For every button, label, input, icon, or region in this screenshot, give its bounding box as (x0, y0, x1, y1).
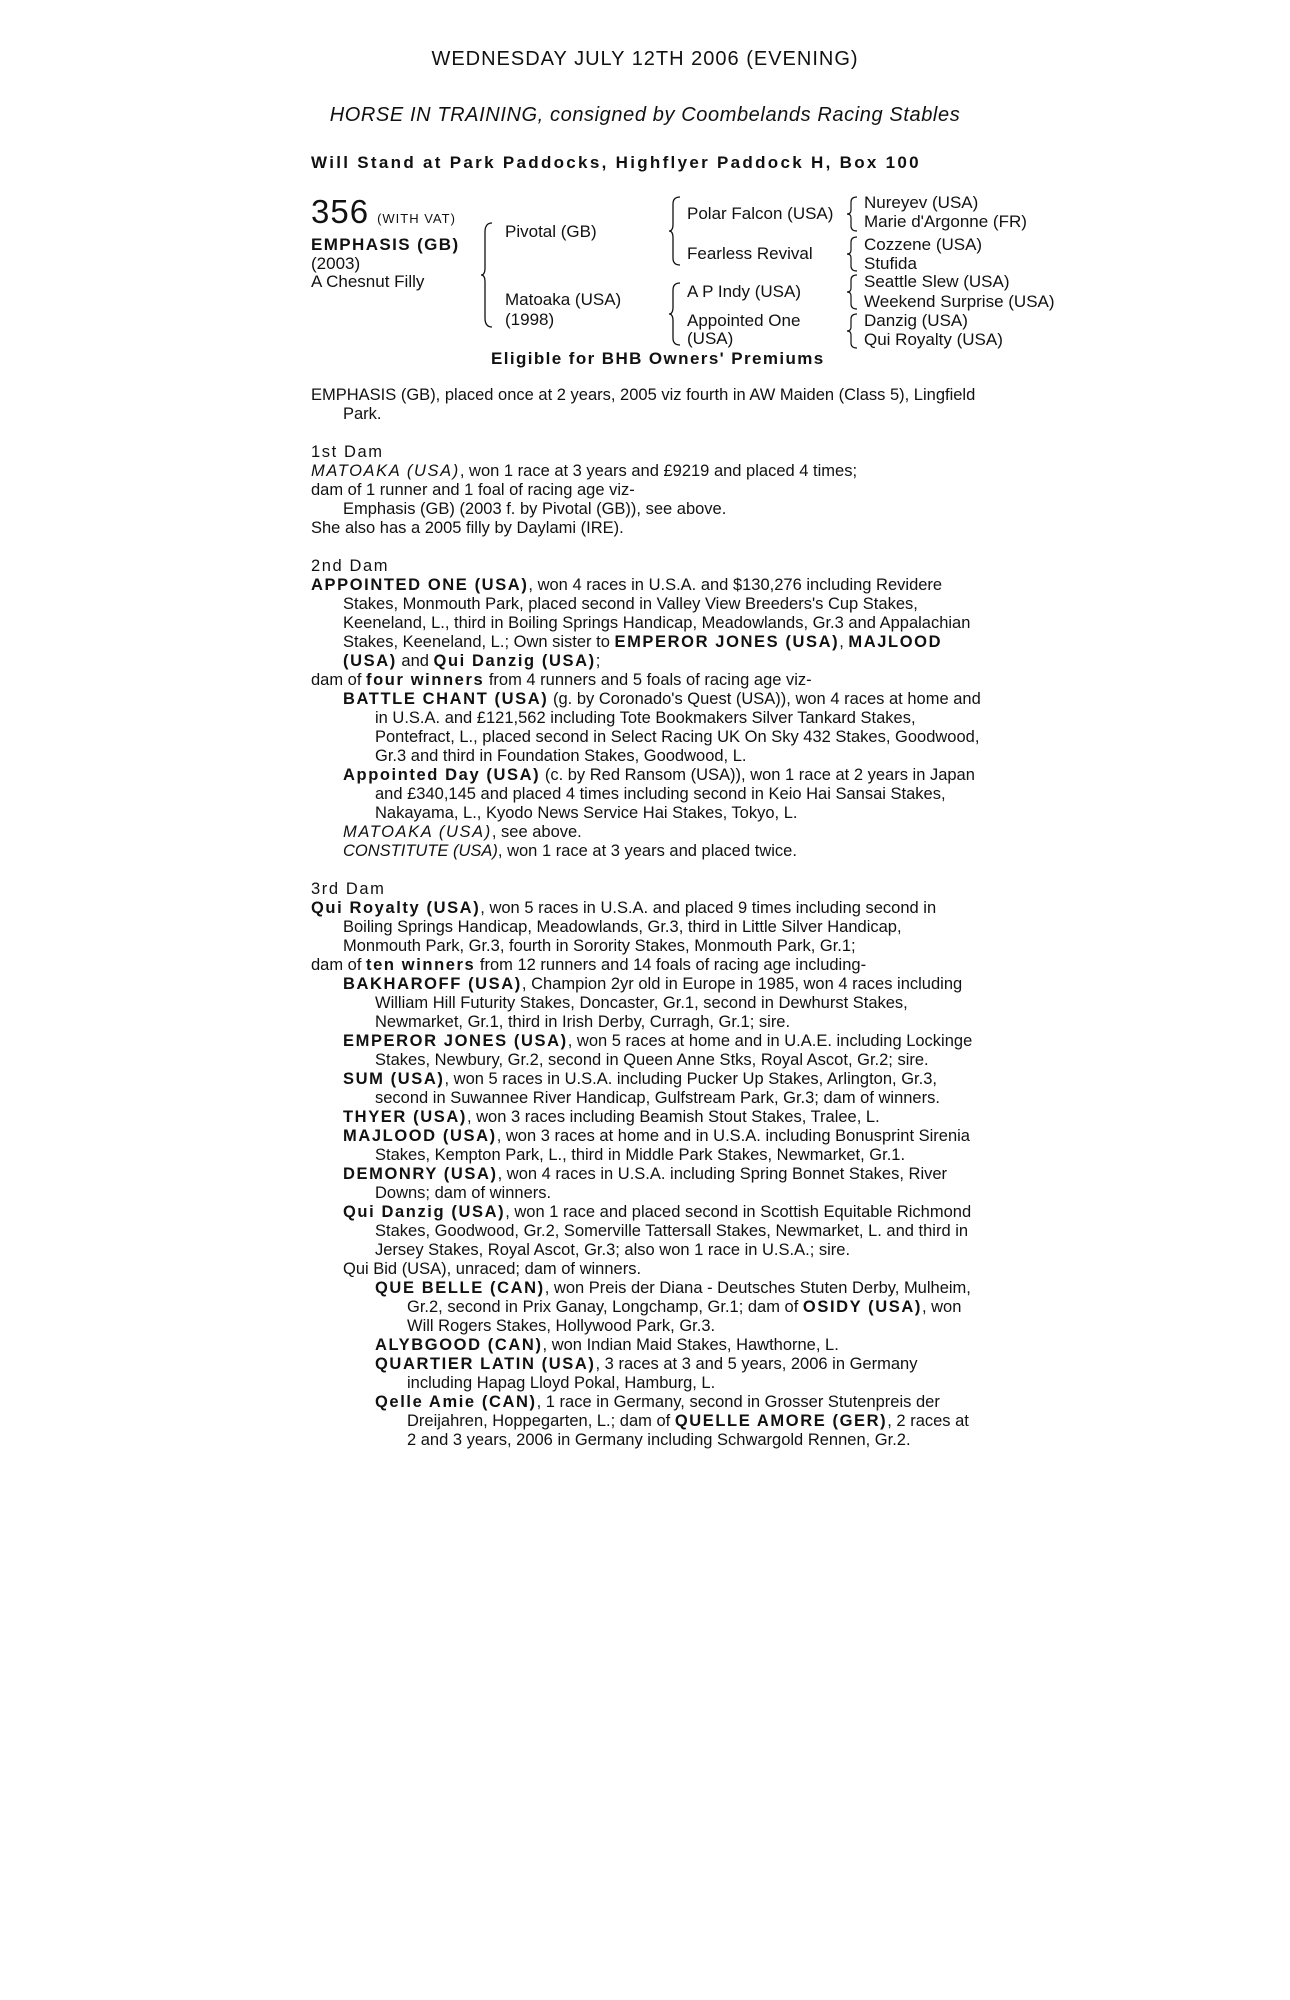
third-dam-progeny-item: SUM (USA), won 5 races in U.S.A. including Pucker Up Stakes, Arlington, Gr.3, second in Suwannee River Handicap, Gulfstream Park, Gr.3; dam of winners. (343, 1070, 940, 1107)
dam-sire: A P Indy (USA) (687, 282, 802, 301)
ggs-4: Stufida (864, 254, 917, 273)
vat-note: (WITH VAT) (377, 211, 456, 226)
third-dam-name: Qui Royalty (USA) (311, 899, 481, 917)
ggs-brace-1 (846, 196, 858, 232)
second-dam-progeny-item: CONSTITUTE (USA), won 1 race at 3 years and placed twice. (343, 842, 797, 860)
first-dam-produce: dam of 1 runner and 1 foal of racing age viz- (311, 481, 635, 499)
horse-name: EMPHASIS (GB) (311, 235, 460, 254)
consignor-line: HORSE IN TRAINING, consigned by Coombelands Racing Stables (329, 104, 961, 126)
sire-dam: Fearless Revival (687, 244, 813, 263)
first-dam-progeny: Emphasis (GB) (2003 f. by Pivotal (GB)), see above. (343, 500, 727, 518)
third-dam-progeny-item: EMPEROR JONES (USA), won 5 races at home and in U.A.E. including Lockinge Stakes, Newbury, Gr.2, second in Queen Anne Stks, Royal Ascot, Gr.2; sire. (343, 1032, 973, 1069)
ggs-3: Cozzene (USA) (864, 235, 983, 254)
sale-date: WEDNESDAY JULY 12TH 2006 (EVENING) (431, 48, 859, 70)
dam-line-brace (668, 282, 682, 346)
first-dam-note: She also has a 2005 filly by Daylami (IRE). (311, 519, 624, 537)
horse-description: A Chesnut Filly (311, 272, 425, 291)
lot-number-block (311, 193, 456, 231)
ggs-6: Weekend Surprise (USA) (864, 292, 1055, 311)
third-dam-progeny-item: MAJLOOD (USA), won 3 races at home and in U.S.A. including Bonusprint Sirenia Stakes, Kempton Park, L., third in Middle Park Stakes, Newmarket, Gr.1. (343, 1127, 970, 1164)
dam-dam-country: (USA) (687, 329, 734, 348)
third-dam-heading: 3rd Dam (311, 880, 386, 898)
dam: Matoaka (USA) (505, 290, 622, 309)
sire-line-brace (668, 196, 682, 266)
third-dam-progeny-item: Qui Danzig (USA), won 1 race and placed second in Scottish Equitable Richmond Stakes, Goodwood, Gr.2, Somerville Tattersall Stakes, Newmarket, L. and third in Jersey Stakes, Royal Ascot, Gr.3; also won 1 race in U.S.A.; sire. (343, 1203, 972, 1259)
first-dam-name: MATOAKA (USA) (311, 462, 460, 480)
ggs-5: Seattle Slew (USA) (864, 272, 1010, 291)
ggs-brace-4 (846, 313, 858, 349)
horse-year: (2003) (311, 254, 361, 273)
lot-number: 356 (311, 193, 370, 230)
third-dam-progeny-item: BAKHAROFF (USA), Champion 2yr old in Europe in 1985, won 4 races including William Hill Futurity Stakes, Doncaster, Gr.1, second in Dewhurst Stakes, Newmarket, Gr.1, third in Irish Derby, Curragh, Gr.1; sire. (343, 975, 963, 1031)
third-dam-progeny-item: THYER (USA), won 3 races including Beamish Stout Stakes, Tralee, L. (343, 1108, 880, 1126)
catalogue-body (311, 386, 981, 1450)
dam-year: (1998) (505, 310, 555, 329)
second-dam-heading: 2nd Dam (311, 557, 390, 575)
dam-dam: Appointed One (687, 311, 801, 330)
stand-location: Will Stand at Park Paddocks, Highflyer Paddock H, Box 100 (311, 153, 921, 172)
second-dam-produce: dam of four winners from 4 runners and 5 foals of racing age viz- (311, 671, 812, 689)
second-dam-progeny-item: Appointed Day (USA) (c. by Red Ransom (USA)), won 1 race at 2 years in Japan and £340,145 and placed 4 times including second in Keio Hai Sansai Stakes, Nakayama, L., Kyodo News Service Hai Stakes, Tokyo, L. (343, 766, 975, 822)
race-summary: EMPHASIS (GB), placed once at 2 years, 2005 viz fourth in AW Maiden (Class 5), Lingfield Park. (311, 386, 976, 423)
sire: Pivotal (GB) (505, 222, 597, 241)
grand-progeny-item: QUE BELLE (CAN), won Preis der Diana - Deutsches Stuten Derby, Mulheim, Gr.2, second in Prix Ganay, Longchamp, Gr.1; dam of OSIDY (USA), won Will Rogers Stakes, Hollywood Park, Gr.3. (375, 1279, 971, 1335)
second-dam-progeny-item: BATTLE CHANT (USA) (g. by Coronado's Quest (USA)), won 4 races at home and in U.S.A. and £121,562 including Tote Bookmakers Silver Tankard Stakes, Pontefract, L., placed second in Select Racing UK On Sky 432 Stakes, Goodwood, Gr.3 and third in Foundation Stakes, Goodwood, L. (343, 690, 981, 765)
second-dam-name: APPOINTED ONE (USA) (311, 576, 529, 594)
ggs-1: Nureyev (USA) (864, 193, 979, 212)
first-dam-heading: 1st Dam (311, 443, 384, 461)
grand-progeny-item: QUARTIER LATIN (USA), 3 races at 3 and 5 years, 2006 in Germany including Hapag Lloyd Pokal, Hamburg, L. (375, 1355, 918, 1392)
ggs-7: Danzig (USA) (864, 311, 968, 330)
premium-eligibility: Eligible for BHB Owners' Premiums (491, 349, 825, 368)
ggs-8: Qui Royalty (USA) (864, 330, 1003, 349)
third-dam-progeny-item: DEMONRY (USA), won 4 races in U.S.A. including Spring Bonnet Stakes, River Downs; dam of winners. (343, 1165, 948, 1202)
ggs-brace-2 (846, 236, 858, 272)
sire-dam-brace (480, 222, 494, 328)
third-dam-record: Qui Royalty (USA), won 5 races in U.S.A. and placed 9 times including second in Boiling Springs Handicap, Meadowlands, Gr.3, third in Little Silver Handicap, Monmouth Park, Gr.3, fourth in Sorority Stakes, Monmouth Park, Gr.1; (311, 899, 937, 955)
third-dam-produce: dam of ten winners from 12 runners and 14 foals of racing age including- (311, 956, 867, 974)
ggs-2: Marie d'Argonne (FR) (864, 212, 1027, 231)
sire-sire: Polar Falcon (USA) (687, 204, 834, 223)
second-dam-progeny-item: MATOAKA (USA), see above. (343, 823, 582, 841)
second-dam-record: APPOINTED ONE (USA), won 4 races in U.S.A. and $130,276 including Revidere Stakes, Monmouth Park, placed second in Valley View Breeders's Cup Stakes, Keeneland, L., third in Boiling Springs Handicap, Meadowlands, Gr.3 and Appalachian Stakes, Keeneland, L.; Own sister to EMPEROR JONES (USA), MAJLOOD (USA) and Qui Danzig (USA); (311, 576, 971, 670)
qui-bid-line: Qui Bid (USA), unraced; dam of winners. (343, 1260, 642, 1278)
ggs-brace-3 (846, 274, 858, 310)
first-dam-record: MATOAKA (USA), won 1 race at 3 years and £9219 and placed 4 times; (311, 462, 858, 480)
grand-progeny-item: Qelle Amie (CAN), 1 race in Germany, second in Grosser Stutenpreis der Dreijahren, Hoppegarten, L.; dam of QUELLE AMORE (GER), 2 races at 2 and 3 years, 2006 in Germany including Schwargold Rennen, Gr.2. (375, 1393, 969, 1449)
grand-progeny-item: ALYBGOOD (CAN), won Indian Maid Stakes, Hawthorne, L. (375, 1336, 839, 1354)
